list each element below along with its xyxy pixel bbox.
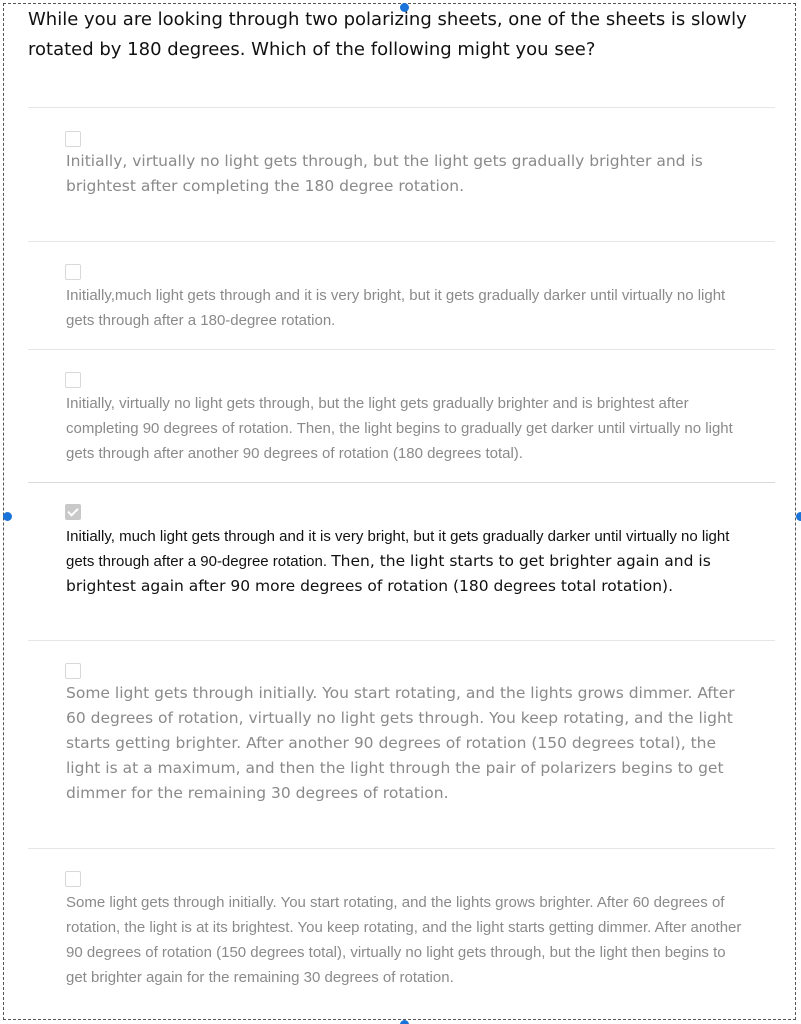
option-1-checkbox[interactable] bbox=[65, 131, 81, 147]
divider bbox=[28, 241, 775, 242]
resize-handle-bottom[interactable] bbox=[400, 1020, 409, 1024]
option-6-text: Some light gets through initially. You start rotating, and the lights grows brighter. After 60 degrees of rotation, the light is at its brightest. You keep rotating, and the light starts getting dimmer. After another 90 degrees of rotation (150 degrees total), virtually no light gets through, but the light then begins to get brighter again for the remaining 30 degrees of rotation. bbox=[66, 894, 742, 986]
divider bbox=[28, 349, 775, 350]
option-5-text: Some light gets through initially. You start rotating, and the lights grows dimmer. After 60 degrees of rotation, virtually no light gets through. You keep rotating, and the light starts getting brighter. After another 90 degrees of rotation (150 degrees total), the light is at a maximum, and then the light through the pair of polarizers begins to get dimmer for the remaining 30 degrees of rotation. bbox=[66, 684, 735, 802]
divider bbox=[28, 482, 775, 483]
option-4-text bbox=[66, 524, 746, 599]
divider bbox=[28, 848, 775, 849]
option-4-checkbox[interactable] bbox=[65, 504, 81, 520]
option-5-checkbox[interactable] bbox=[65, 663, 81, 679]
option-2-checkbox[interactable] bbox=[65, 264, 81, 280]
resize-handle-left[interactable] bbox=[3, 512, 12, 521]
option-6-checkbox[interactable] bbox=[65, 871, 81, 887]
option-4-text-part1: Initially, much light gets through and it is very bright, but it gets gradually darker until virtually no light gets through after a 90-degree rotation. bbox=[66, 528, 730, 570]
resize-handle-right[interactable] bbox=[796, 512, 801, 521]
option-3-checkbox[interactable] bbox=[65, 372, 81, 388]
question-text: While you are looking through two polarizing sheets, one of the sheets is slowly rotated by 180 degrees. Which of the following might you see? bbox=[28, 9, 747, 60]
divider bbox=[28, 640, 775, 641]
option-4-text-part2: Then, the light starts to get brighter again and is brightest again after 90 more degrees of rotation (180 degrees total rotation). bbox=[66, 552, 711, 595]
option-3-text: Initially, virtually no light gets through, but the light gets gradually brighter and is brightest after completing 90 degrees of rotation. Then, the light begins to gradually get darker until virtually no light gets through after another 90 degrees of rotation (180 degrees total). bbox=[66, 395, 733, 462]
option-1-text: Initially, virtually no light gets through, but the light gets gradually brighter and is brightest after completing the 180 degree rotation. bbox=[66, 152, 703, 195]
divider bbox=[28, 107, 775, 108]
option-2-text: Initially,much light gets through and it is very bright, but it gets gradually darker until virtually no light gets through after a 180-degree rotation. bbox=[66, 287, 726, 329]
